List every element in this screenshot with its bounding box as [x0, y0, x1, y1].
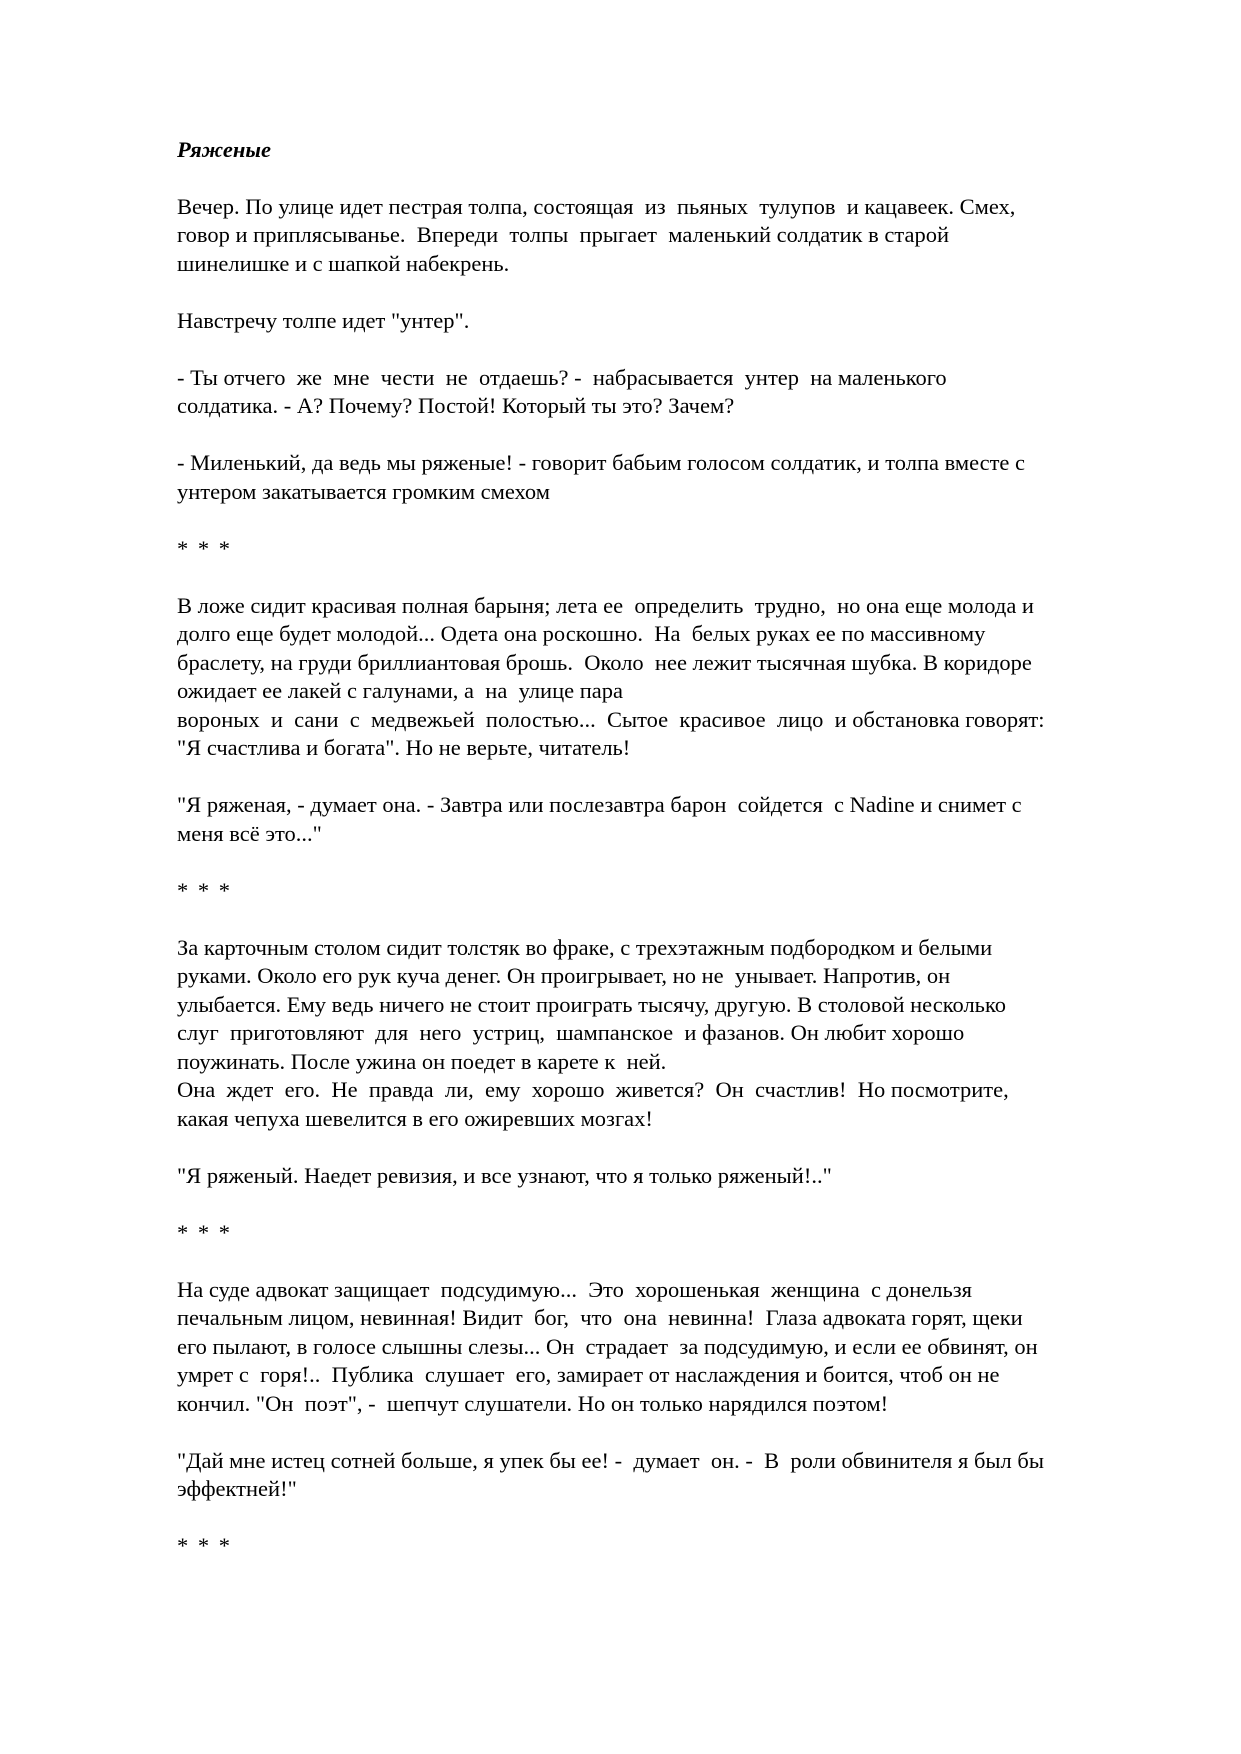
section-separator: * * *: [177, 1533, 232, 1558]
paragraph: [177, 1162, 1145, 1191]
text-line: вороных и сани с медвежьей полостью... Сытое красивое лицо и обстановка говорят:: [177, 706, 1045, 732]
paragraph: [177, 449, 1145, 506]
text-line: эффектней!": [177, 1476, 297, 1501]
paragraph: [177, 934, 1145, 1134]
text-line: руками. Около его рук куча денег. Он проигрывает, но не унывает. Напротив, он: [177, 963, 951, 988]
paragraph: [177, 1447, 1145, 1504]
text-line: говор и приплясыванье. Впереди толпы прыгает маленький солдатик в старой: [177, 222, 949, 247]
text-line: ожидает ее лакей с галунами, а на улице пара: [177, 678, 624, 703]
story-title: Ряженые: [177, 137, 271, 162]
text-line: печальным лицом, невинная! Видит бог, что она невинна! Глаза адвоката горят, щеки: [177, 1305, 1023, 1330]
text-line: - Ты отчего же мне чести не отдаешь? - набрасывается унтер на маленького: [177, 364, 947, 390]
text-line: Навстречу толпе идет "унтер".: [177, 307, 470, 333]
text-line: долго еще будет молодой... Одета она роскошно. На белых руках ее по массивному: [177, 621, 986, 646]
text-line: слуг приготовляют для него устриц, шампанское и фазанов. Он любит хорошо: [177, 1020, 965, 1045]
section-separator: * * *: [177, 877, 232, 903]
text-line: "Дай мне истец сотней больше, я упек бы ее! - думает он. - В роли обвинителя я был бы: [177, 1447, 1044, 1473]
text-line: меня всё это...": [177, 820, 322, 846]
text-line: шинелишке и с шапкой набекрень.: [177, 250, 510, 276]
text-line: умрет с горя!.. Публика слушает его, замирает от наслаждения и боится, чтоб он не: [177, 1362, 1000, 1387]
text-line: В ложе сидит красивая полная барыня; лета ее определить трудно, но она еще молода и: [177, 592, 1034, 618]
text-line: Она ждет его. Не правда ли, ему хорошо живется? Он счастлив! Но посмотрите,: [177, 1077, 1009, 1102]
text-line: - Миленький, да ведь мы ряженые! - говорит бабьим голосом солдатик, и толпа вместе с: [177, 450, 1026, 475]
text-line: браслету, на груди бриллиантовая брошь. Около нее лежит тысячная шубка. В коридоре: [177, 649, 1032, 675]
text-line: "Я счастлива и богата". Но не верьте, читатель!: [177, 735, 631, 760]
paragraph: [177, 791, 1145, 848]
paragraph: [177, 1276, 1145, 1419]
text-line: солдатика. - А? Почему? Постой! Который ты это? Зачем?: [177, 393, 735, 418]
paragraph: [177, 364, 1145, 421]
text-line: улыбается. Ему ведь ничего не стоит проиграть тысячу, другую. В столовой несколько: [177, 991, 1006, 1017]
text-line: унтером закатывается громким смехом: [177, 478, 550, 504]
text-column: [177, 136, 1145, 1589]
paragraph: [177, 307, 1145, 336]
text-line: его пылают, в голосе слышны слезы... Он страдает за подсудимую, и если ее обвинят, он: [177, 1333, 1038, 1359]
text-line: какая чепуха шевелится в его ожиревших мозгах!: [177, 1105, 653, 1131]
text-line: На суде адвокат защищает подсудимую... Это хорошенькая женщина с донельзя: [177, 1276, 973, 1302]
text-line: "Я ряженый. Наедет ревизия, и все узнают, что я только ряженый!..": [177, 1162, 832, 1188]
text-line: кончил. "Он поэт", - шепчут слушатели. Но он только нарядился поэтом!: [177, 1390, 889, 1416]
text-line: поужинать. После ужина он поедет в карете к ней.: [177, 1048, 667, 1074]
text-line: За карточным столом сидит толстяк во фраке, с трехэтажным подбородком и белыми: [177, 934, 993, 960]
section-separator: * * *: [177, 535, 232, 561]
text-line: Вечер. По улице идет пестрая толпа, состоящая из пьяных тулупов и кацавеек. Смех,: [177, 193, 1016, 219]
paragraph: [177, 592, 1145, 763]
section-separator: * * *: [177, 1219, 232, 1245]
text-line: "Я ряженая, - думает она. - Завтра или послезавтра барон сойдется с Nadine и снимет с: [177, 792, 1022, 817]
paragraph: [177, 193, 1145, 279]
